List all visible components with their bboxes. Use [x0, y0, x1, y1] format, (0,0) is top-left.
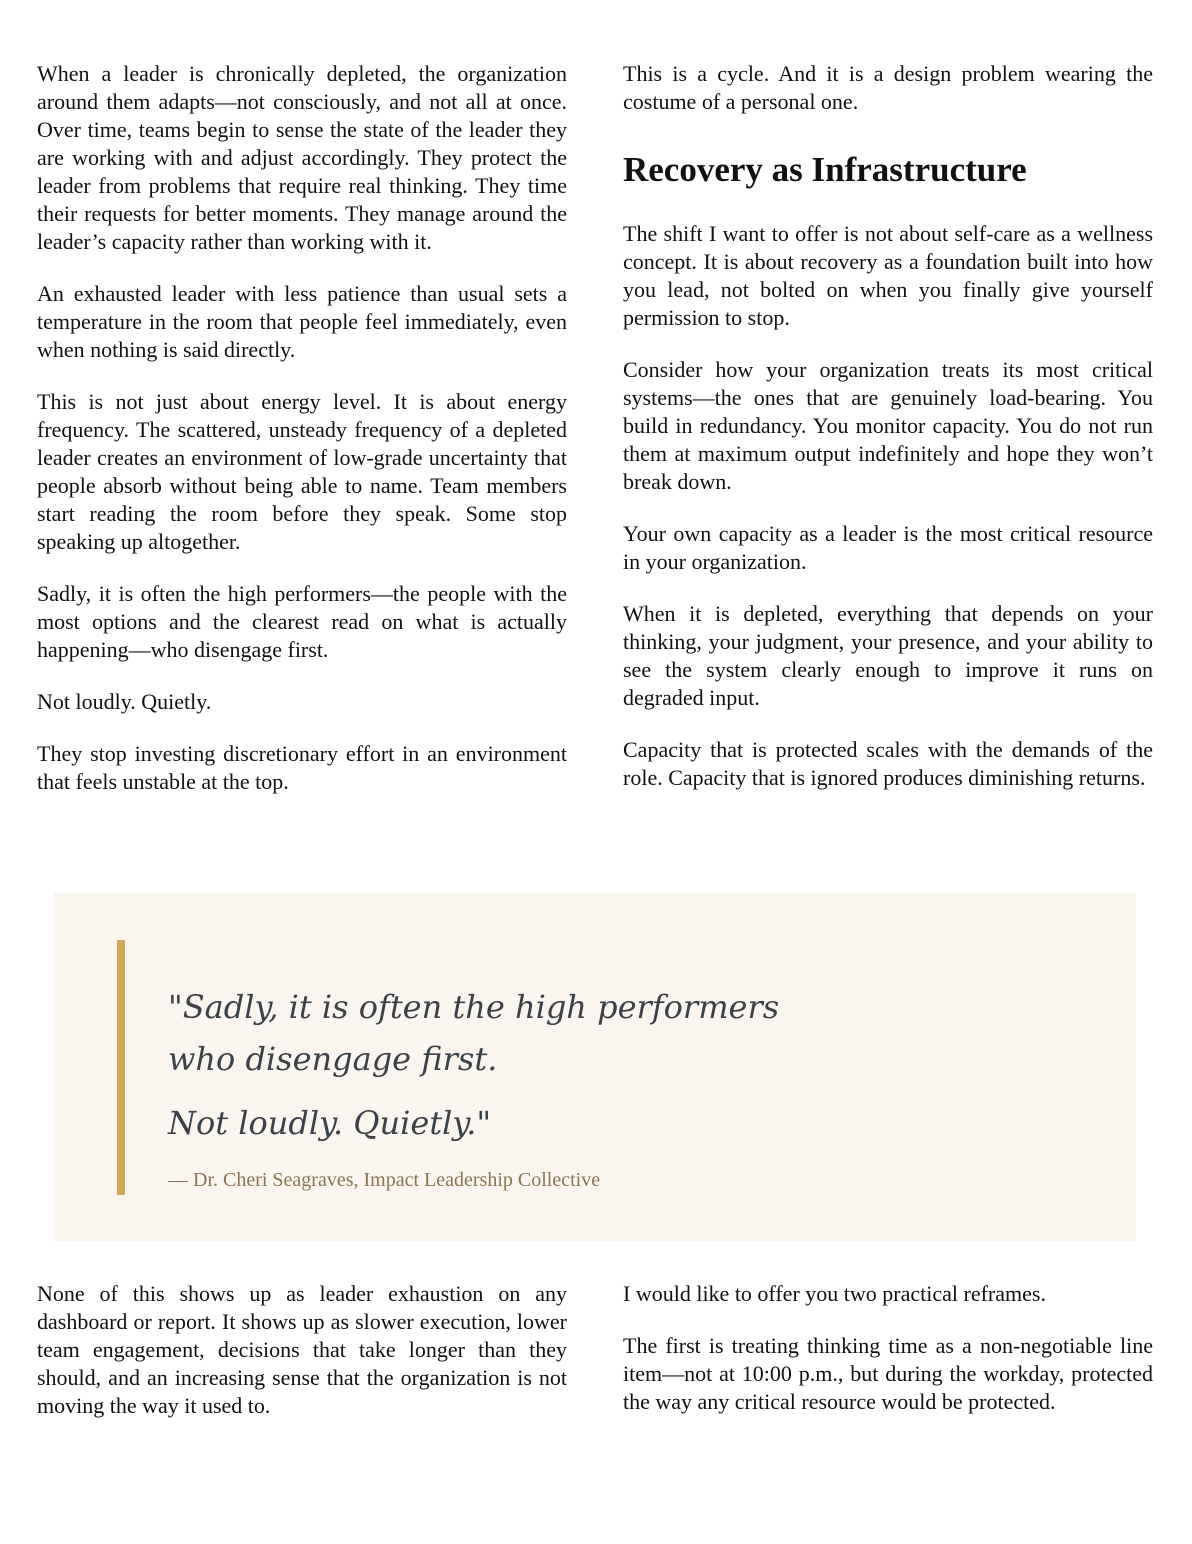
quote-line: who disengage first. — [168, 1040, 498, 1078]
quote-attribution: — Dr. Cheri Seagraves, Impact Leadership Collective — [168, 1169, 601, 1191]
right-column-top — [623, 60, 1153, 816]
paragraph: When a leader is chronically depleted, the organization around them adapts—not consciously, and not all at once. Over time, teams begin to sense the state of the leader they are working with and adjust accordingly. They protect the leader from problems that require real thinking. They time their requests for better moments. They manage around the leader’s capacity rather than working with it. — [37, 61, 567, 254]
quote-line: Not loudly. Quietly." — [168, 1104, 492, 1142]
paragraph: They stop investing discretionary effort in an environment that feels unstable at the top. — [37, 741, 567, 794]
paragraph: The shift I want to offer is not about self-care as a wellness concept. It is about recovery as a foundation built into how you lead, not bolted on when you finally give yourself permission to stop. — [623, 221, 1153, 330]
pull-quote-box — [54, 893, 1136, 1241]
section-heading: Recovery as Infrastructure — [623, 150, 1027, 189]
quote-accent-bar — [117, 940, 125, 1195]
left-column-top — [37, 60, 567, 820]
paragraph: Not loudly. Quietly. — [37, 689, 212, 714]
paragraph: An exhausted leader with less patience than usual sets a temperature in the room that people feel immediately, even when nothing is said directly. — [37, 281, 567, 362]
paragraph: Capacity that is protected scales with the demands of the role. Capacity that is ignored produces diminishing returns. — [623, 737, 1153, 790]
paragraph: When it is depleted, everything that depends on your thinking, your judgment, your presence, and your ability to see the system clearly enough to improve it runs on degraded input. — [623, 601, 1153, 710]
quote-line: "Sadly, it is often the high performers — [168, 988, 780, 1026]
paragraph: I would like to offer you two practical reframes. — [623, 1281, 1046, 1306]
pull-quote-text — [168, 981, 968, 1149]
paragraph: Your own capacity as a leader is the most critical resource in your organization. — [623, 521, 1153, 574]
paragraph: None of this shows up as leader exhaustion on any dashboard or report. It shows up as slower execution, lower team engagement, decisions that take longer than they should, and an increasing sense that the organization is not moving the way it used to. — [37, 1281, 567, 1418]
paragraph: Sadly, it is often the high performers—the people with the most options and the clearest read on what is actually happening—who disengage first. — [37, 581, 567, 662]
paragraph: This is not just about energy level. It is about energy frequency. The scattered, unsteady frequency of a depleted leader creates an environment of low-grade uncertainty that people absorb without being able to name. Team members start reading the room before they speak. Some stop speaking up altogether. — [37, 389, 567, 554]
right-column-bottom — [623, 1280, 1153, 1440]
paragraph: The first is treating thinking time as a non-negotiable line item—not at 10:00 p.m., but during the workday, protected the way any critical resource would be protected. — [623, 1333, 1153, 1414]
paragraph: Consider how your organization treats its most critical systems—the ones that are genuinely load-bearing. You build in redundancy. You monitor capacity. You do not run them at maximum output indefinitely and hope they won’t break down. — [623, 357, 1153, 494]
intro-paragraph: This is a cycle. And it is a design problem wearing the costume of a personal one. — [623, 61, 1153, 114]
left-column-bottom — [37, 1280, 567, 1444]
